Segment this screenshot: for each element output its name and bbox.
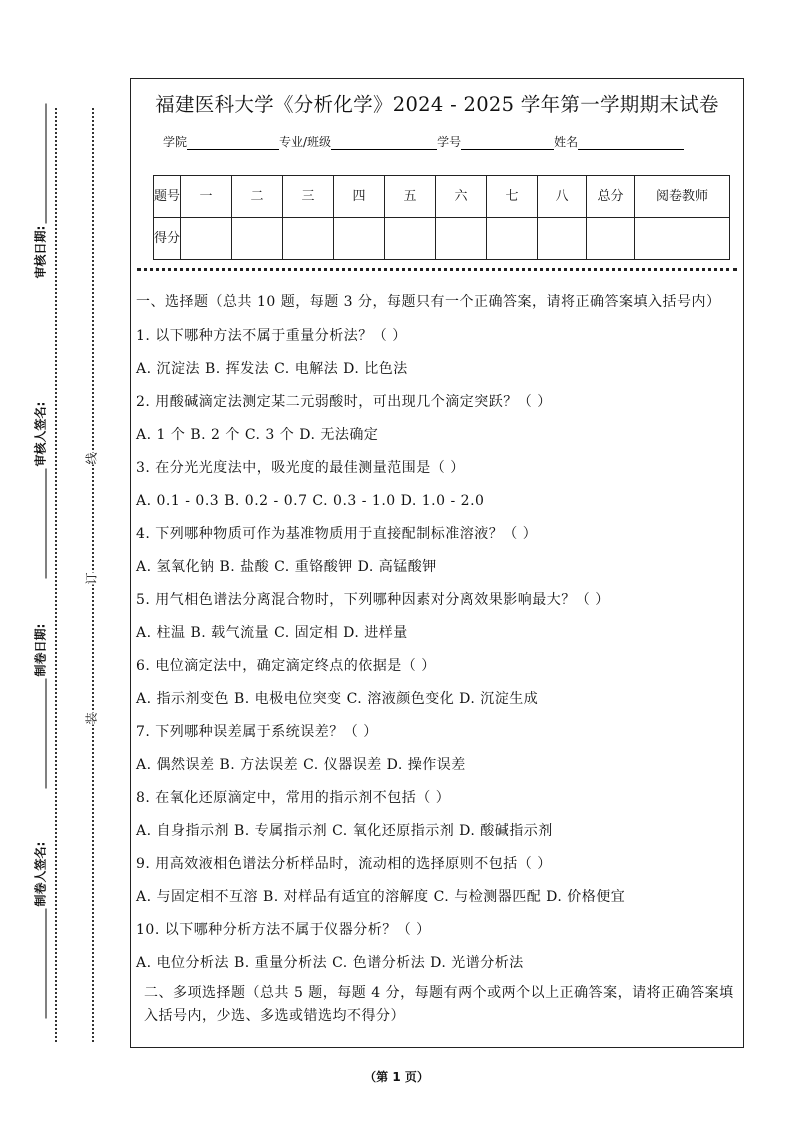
exam-frame [130,78,744,1048]
question-3-options: A. 0.1 - 0.3 B. 0.2 - 0.7 C. 0.3 - 1.0 D. 1.0 - 2.0 [136,493,485,509]
question-9: 9. 用高效液相色谱法分析样品时，流动相的选择原则不包括（ ） [136,856,552,872]
preparer-signature-blank [34,909,47,1019]
question-8: 8. 在氧化还原滴定中，常用的指示剂不包括（ ） [136,790,451,806]
question-3: 3. 在分光光度法中，吸光度的最佳测量范围是（ ） [136,460,465,476]
preparer-signature-label: 制卷人签名: [33,841,48,907]
binding-mark-line: 线 [81,452,102,464]
cell-q3: 三 [283,176,334,218]
section2-heading: 二、多项选择题（总共 5 题，每题 4 分，每题有两个或两个以上正确答案，请将正确答案填入括号内，少选、多选或错选均不得分） [144,985,734,1024]
cell-score-label: 得分 [154,218,181,260]
prepare-date-blank [34,679,47,789]
info-label-student-id: 学号 [437,135,462,149]
student-id-input-line[interactable] [461,137,554,150]
cell-q7: 七 [487,176,538,218]
score-cell-q2[interactable] [232,218,283,260]
student-info-row [163,133,684,150]
binding-mark-bind: 装 [81,712,102,724]
prepare-date-field [32,589,49,789]
score-cell-q1[interactable] [181,218,232,260]
score-table-header-row [154,176,730,218]
score-cell-grader[interactable] [635,218,730,260]
exam-content [136,291,739,1028]
question-5-options: A. 柱温 B. 载气流量 C. 固定相 D. 进样量 [136,625,408,641]
preparer-signature-field [32,819,49,1019]
cell-q2: 二 [232,176,283,218]
dotted-separator [137,268,737,271]
info-label-college: 学院 [163,135,188,149]
info-label-major: 专业/班级 [279,135,332,149]
major-input-line[interactable] [331,137,437,150]
reviewer-signature-field [32,379,49,579]
question-4-options: A. 氢氧化钠 B. 盐酸 C. 重铬酸钾 D. 高锰酸钾 [136,559,437,575]
section1-heading: 一、选择题（总共 10 题，每题 3 分，每题只有一个正确答案，请将正确答案填入括号内） [136,294,721,310]
binding-dotted-line-outer [55,108,57,1042]
score-cell-q3[interactable] [283,218,334,260]
reviewer-signature-label: 审核人签名: [33,401,48,467]
review-date-label: 审核日期: [33,225,48,279]
score-table-score-row [154,218,730,260]
cell-q6: 六 [436,176,487,218]
score-cell-q7[interactable] [487,218,538,260]
question-2-options: A. 1 个 B. 2 个 C. 3 个 D. 无法确定 [136,427,379,443]
question-5: 5. 用气相色谱法分离混合物时，下列哪种因素对分离效果影响最大？（ ） [136,592,610,608]
question-10: 10. 以下哪种分析方法不属于仪器分析？（ ） [136,922,431,938]
name-input-line[interactable] [578,137,684,150]
question-8-options: A. 自身指示剂 B. 专属指示剂 C. 氧化还原指示剂 D. 酸碱指示剂 [136,823,553,839]
info-label-name: 姓名 [554,135,579,149]
question-4: 4. 下列哪种物质可作为基准物质用于直接配制标准溶液？（ ） [136,526,538,542]
college-input-line[interactable] [187,137,279,150]
exam-title: 福建医科大学《分析化学》2024 - 2025 学年第一学期期末试卷 [155,93,719,116]
review-date-field [32,99,49,279]
score-cell-q8[interactable] [538,218,587,260]
binding-mark-staple: 订 [81,572,102,584]
score-cell-q4[interactable] [334,218,385,260]
cell-q1: 一 [181,176,232,218]
question-2: 2. 用酸碱滴定法测定某二元弱酸时，可出现几个滴定突跃？（ ） [136,394,552,410]
score-cell-q6[interactable] [436,218,487,260]
cell-q8: 八 [538,176,587,218]
score-table [153,175,730,260]
score-cell-q5[interactable] [385,218,436,260]
question-9-options: A. 与固定相不互溶 B. 对样品有适宜的溶解度 C. 与检测器匹配 D. 价格便宜 [136,889,626,905]
cell-total: 总分 [587,176,635,218]
question-7: 7. 下列哪种误差属于系统误差？（ ） [136,724,378,740]
page-number: （第 1 页） [364,1070,429,1084]
prepare-date-label: 制卷日期: [33,623,48,677]
score-cell-total[interactable] [587,218,635,260]
question-7-options: A. 偶然误差 B. 方法误差 C. 仪器误差 D. 操作误差 [136,757,466,773]
question-6-options: A. 指示剂变色 B. 电极电位突变 C. 溶液颜色变化 D. 沉淀生成 [136,691,539,707]
cell-grader: 阅卷教师 [635,176,730,218]
question-1: 1. 以下哪种方法不属于重量分析法？（ ） [136,328,407,344]
cell-question-no: 题号 [154,176,181,218]
question-6: 6. 电位滴定法中，确定滴定终点的依据是（ ） [136,658,436,674]
cell-q4: 四 [334,176,385,218]
cell-q5: 五 [385,176,436,218]
reviewer-signature-blank [34,469,47,579]
review-date-blank [34,104,47,224]
question-10-options: A. 电位分析法 B. 重量分析法 C. 色谱分析法 D. 光谱分析法 [136,955,524,971]
question-1-options: A. 沉淀法 B. 挥发法 C. 电解法 D. 比色法 [136,361,408,377]
